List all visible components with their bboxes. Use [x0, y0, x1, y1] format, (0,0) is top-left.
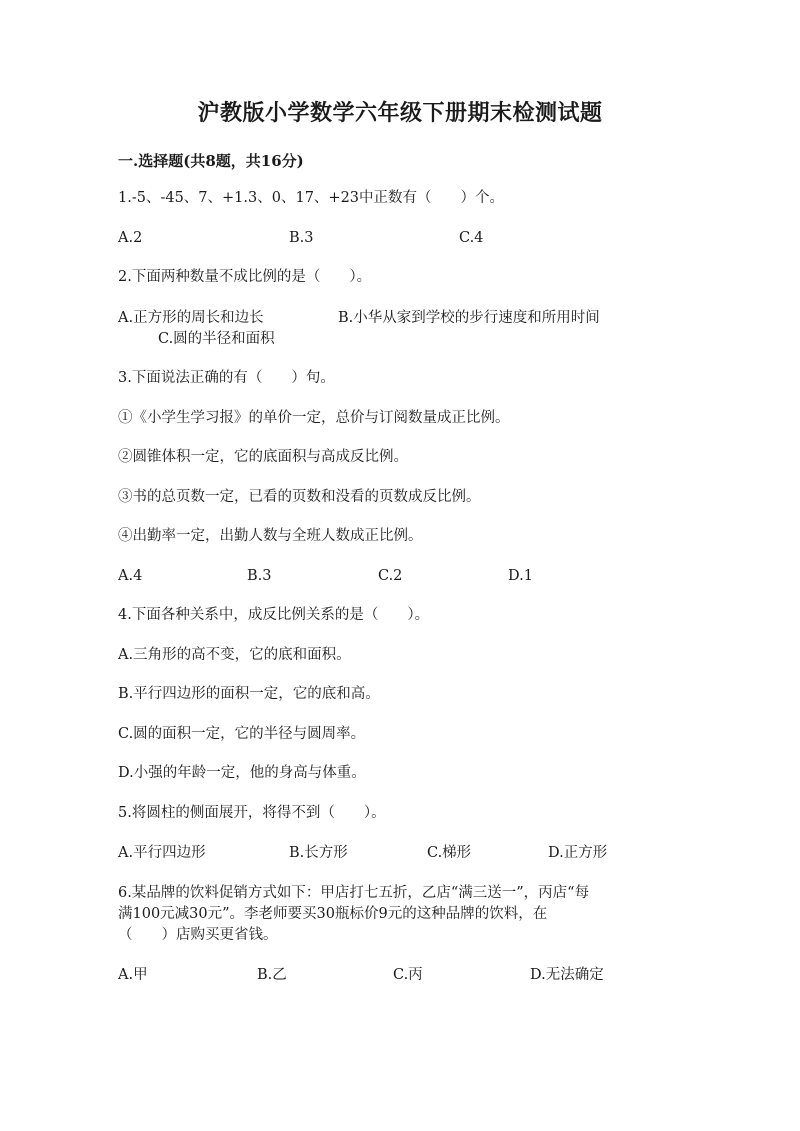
section-heading: 一.选择题(共8题，共16分)	[118, 152, 304, 170]
q2-option-c: C.圆的半径和面积	[158, 331, 275, 347]
q1-option-b: B.3	[289, 230, 314, 246]
q3-statement-2: ②圆锥体积一定，它的底面积与高成反比例。	[118, 449, 408, 465]
q4-option-d: D.小强的年龄一定，他的身高与体重。	[118, 765, 366, 781]
q6-option-d: D.无法确定	[530, 967, 604, 983]
q6-option-c: C.丙	[393, 967, 423, 983]
q1-option-a: A.2	[118, 230, 143, 246]
question-6-stem-line-1: 6.某品牌的饮料促销方式如下：甲店打七五折，乙店“满三送一”，丙店“每	[118, 885, 590, 901]
q6-option-a: A.甲	[118, 967, 148, 983]
q3-option-c: C.2	[378, 568, 403, 584]
question-2-stem: 2.下面两种数量不成比例的是（ ）。	[118, 269, 372, 285]
q3-option-d: D.1	[508, 568, 533, 584]
q5-option-c: C.梯形	[427, 845, 472, 861]
q5-option-a: A.平行四边形	[118, 845, 206, 861]
q4-option-c: C.圆的面积一定，它的半径与圆周率。	[118, 726, 366, 742]
question-6-stem-line-2: 满100元减30元”。李老师要买30瓶标价9元的这种品牌的饮料，在	[118, 906, 548, 922]
q2-option-a: A.正方形的周长和边长	[118, 310, 264, 326]
q6-option-b: B.乙	[257, 967, 287, 983]
question-5-stem: 5.将圆柱的侧面展开，将得不到（ ）。	[118, 805, 386, 821]
q5-option-b: B.长方形	[289, 845, 348, 861]
q3-statement-4: ④出勤率一定，出勤人数与全班人数成正比例。	[118, 528, 423, 544]
question-4-stem: 4.下面各种关系中，成反比例关系的是（ ）。	[118, 607, 430, 623]
question-6-stem-line-3: （ ）店购买更省钱。	[118, 927, 278, 943]
q5-option-d: D.正方形	[548, 845, 608, 861]
q3-statement-1: ①《小学生学习报》的单价一定，总价与订阅数量成正比例。	[118, 410, 510, 426]
page-title: 沪教版小学数学六年级下册期末检测试题	[197, 100, 603, 126]
q4-option-b: B.平行四边形的面积一定，它的底和高。	[118, 686, 380, 702]
q2-option-b: B.小华从家到学校的步行速度和所用时间	[338, 310, 600, 326]
q1-option-c: C.4	[459, 230, 484, 246]
q3-option-b: B.3	[247, 568, 272, 584]
q4-option-a: A.三角形的高不变，它的底和面积。	[118, 647, 351, 663]
question-3-stem: 3.下面说法正确的有（ ）句。	[118, 370, 335, 386]
q3-option-a: A.4	[118, 568, 143, 584]
q3-statement-3: ③书的总页数一定，已看的页数和没看的页数成反比例。	[118, 489, 481, 505]
question-1-stem: 1.-5、-45、7、+1.3、0、17、+23中正数有（ ）个。	[118, 190, 505, 206]
